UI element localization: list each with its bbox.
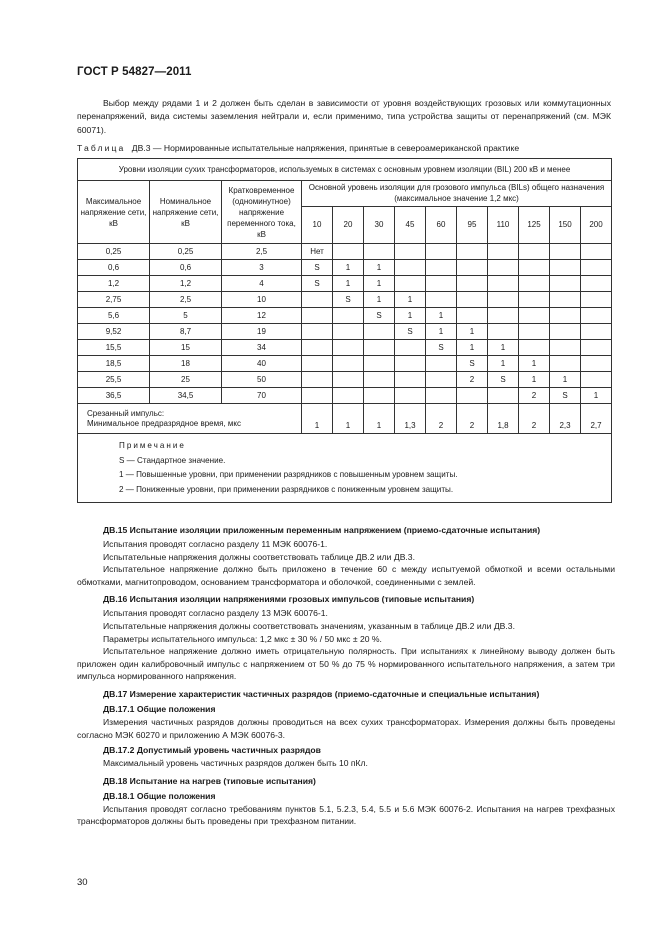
- bil-level-header: 110: [488, 206, 519, 243]
- cell-bil-marker: 1: [395, 308, 426, 324]
- cell-bil-marker: [488, 324, 519, 340]
- cell-bil-marker: [364, 324, 395, 340]
- section-dv18-1-paragraph-1: Испытания проводят согласно требованиям пунктов 5.1, 5.2.3, 5.4, 5.5 и 5.6 МЭК 60076-2. Испытания на нагрев трехфазных трансформаторов должны быть проведены при трехфазном питании.: [77, 803, 615, 827]
- cell-bil-marker: [581, 340, 612, 356]
- bil-level-header: 125: [519, 206, 550, 243]
- table-row: [78, 292, 612, 308]
- cell-bil-marker: [457, 388, 488, 404]
- cell-bil-marker: [395, 276, 426, 292]
- cell-bil-marker: [302, 356, 333, 372]
- table-row-chopped-impulse: [78, 404, 612, 434]
- cell-bil-marker: [581, 292, 612, 308]
- cell-bil-marker: [457, 276, 488, 292]
- cell-nominal-voltage: 1,2: [150, 276, 222, 292]
- chopped-impulse-label-line-2: Минимальное предразрядное время, мкс: [87, 418, 241, 428]
- cell-bil-marker: 1: [581, 388, 612, 404]
- bil-level-header: 150: [550, 206, 581, 243]
- section-dv16-paragraph-3: Параметры испытательного импульса: 1,2 мкс ± 30 % / 50 мкс ± 20 %.: [103, 633, 382, 644]
- cell-max-voltage: 0,25: [78, 244, 150, 260]
- cell-bil-marker: [488, 244, 519, 260]
- cell-bil-marker: [457, 308, 488, 324]
- bil-level-header: 30: [364, 206, 395, 243]
- cell-max-voltage: 18,5: [78, 356, 150, 372]
- cell-max-voltage: 15,5: [78, 340, 150, 356]
- cell-short-ac-voltage: 34: [222, 340, 302, 356]
- note-item: 2 — Пониженные уровни, при применении разрядников с пониженным уровнем защиты.: [119, 484, 454, 494]
- chopped-impulse-value: 1,8: [488, 404, 519, 434]
- cell-bil-marker: [395, 372, 426, 388]
- cell-bil-marker: [488, 388, 519, 404]
- cell-bil-marker: [519, 244, 550, 260]
- cell-short-ac-voltage: 2,5: [222, 244, 302, 260]
- cell-max-voltage: 2,75: [78, 292, 150, 308]
- table-top-header: Уровни изоляции сухих трансформаторов, используемых в системах с основным уровнем изоляции (BIL) 200 кВ и менее: [78, 159, 612, 181]
- chopped-impulse-value: 2,7: [581, 404, 612, 434]
- cell-bil-marker: [333, 372, 364, 388]
- cell-bil-marker: [581, 356, 612, 372]
- col-header-nominal-voltage: Номинальное напряжение сети, кВ: [150, 181, 222, 244]
- cell-nominal-voltage: 15: [150, 340, 222, 356]
- cell-bil-marker: 2: [457, 372, 488, 388]
- cell-bil-marker: [302, 372, 333, 388]
- note-item: 1 — Повышенные уровни, при применении разрядников с повышенным уровнем защиты.: [119, 470, 458, 479]
- bil-level-header: 45: [395, 206, 426, 243]
- cell-bil-marker: [550, 292, 581, 308]
- table-notes: [78, 434, 612, 503]
- cell-bil-marker: [426, 260, 457, 276]
- cell-max-voltage: 0,6: [78, 260, 150, 276]
- cell-bil-marker: [581, 244, 612, 260]
- section-dv15-title: ДВ.15 Испытание изоляции приложенным переменным напряжением (приемо-сдаточные испытания): [103, 525, 541, 535]
- cell-bil-marker: [395, 244, 426, 260]
- table-row: [78, 324, 612, 340]
- cell-bil-marker: S: [457, 356, 488, 372]
- section-dv16-paragraph-4: Испытательное напряжение должно иметь отрицательную полярность. При испытаниях к линейному выводу должен быть приложен один калибровочный импульс с напряжением от 50 % до 75 % нормированного испытательного напряжения, а затем три импульса нормированного напряжения.: [77, 646, 615, 682]
- cell-max-voltage: 9,52: [78, 324, 150, 340]
- cell-bil-marker: 1: [426, 308, 457, 324]
- cell-max-voltage: 36,5: [78, 388, 150, 404]
- section-dv16-paragraph-2: Испытательные напряжения должны соответствовать значениям, указанным в таблице ДВ.2 или ДВ.3.: [103, 620, 515, 631]
- cell-bil-marker: [519, 260, 550, 276]
- cell-bil-marker: [302, 292, 333, 308]
- bil-level-header: 20: [333, 206, 364, 243]
- cell-max-voltage: 25,5: [78, 372, 150, 388]
- page-number: 30: [77, 877, 88, 888]
- cell-bil-marker: 1: [364, 292, 395, 308]
- table-row: [78, 356, 612, 372]
- table-caption-text: ДВ.3 — Нормированные испытательные напряжения, принятые в североамериканской практике: [131, 143, 520, 153]
- cell-bil-marker: [426, 276, 457, 292]
- cell-bil-marker: S: [550, 388, 581, 404]
- cell-bil-marker: [550, 340, 581, 356]
- cell-bil-marker: [395, 356, 426, 372]
- cell-bil-marker: [364, 356, 395, 372]
- cell-bil-marker: [364, 244, 395, 260]
- cell-bil-marker: [457, 292, 488, 308]
- section-dv15-paragraph-1: Испытания проводят согласно разделу 11 МЭК 60076-1.: [103, 539, 328, 549]
- chopped-impulse-value: 1,3: [395, 404, 426, 434]
- cell-bil-marker: [457, 244, 488, 260]
- table-row: [78, 308, 612, 324]
- table-caption-label: Таблица: [77, 143, 126, 153]
- cell-bil-marker: S: [395, 324, 426, 340]
- cell-bil-marker: 1: [426, 324, 457, 340]
- intro-paragraph: [77, 97, 611, 137]
- cell-bil-marker: [581, 324, 612, 340]
- cell-bil-marker: 1: [550, 372, 581, 388]
- cell-bil-marker: [302, 308, 333, 324]
- section-dv15-paragraph-2: Испытательные напряжения должны соответствовать таблице ДВ.2 или ДВ.3.: [103, 551, 415, 562]
- cell-bil-marker: [550, 244, 581, 260]
- section-dv17-1-title: ДВ.17.1 Общие положения: [103, 703, 216, 714]
- cell-bil-marker: 1: [333, 260, 364, 276]
- chopped-impulse-value: 1: [364, 404, 395, 434]
- bil-level-header: 10: [302, 206, 333, 243]
- cell-short-ac-voltage: 3: [222, 260, 302, 276]
- cell-bil-marker: [426, 372, 457, 388]
- note-item: S — Стандартное значение.: [119, 455, 226, 465]
- cell-bil-marker: 1: [519, 372, 550, 388]
- notes-title: Примечание: [119, 441, 186, 450]
- chopped-impulse-value: 2,3: [550, 404, 581, 434]
- cell-bil-marker: [488, 260, 519, 276]
- bil-level-header: 60: [426, 206, 457, 243]
- section-dv16-paragraph-1: Испытания проводят согласно разделу 13 МЭК 60076-1.: [103, 608, 328, 619]
- cell-bil-marker: [333, 308, 364, 324]
- cell-bil-marker: 1: [457, 340, 488, 356]
- cell-bil-marker: 1: [488, 356, 519, 372]
- section-dv16-title: ДВ.16 Испытания изоляции напряжениями грозовых импульсов (типовые испытания): [103, 594, 475, 605]
- cell-bil-marker: S: [333, 292, 364, 308]
- chopped-impulse-label-line-1: Срезанный импульс:: [87, 408, 165, 418]
- cell-bil-marker: [426, 356, 457, 372]
- cell-bil-marker: S: [302, 260, 333, 276]
- cell-bil-marker: [426, 388, 457, 404]
- chopped-impulse-value: 2: [426, 404, 457, 434]
- table-row: [78, 260, 612, 276]
- table-header-row-categories: [78, 181, 612, 207]
- cell-bil-marker: [488, 308, 519, 324]
- chopped-impulse-value: 1: [302, 404, 333, 434]
- cell-bil-marker: [519, 308, 550, 324]
- table-row: [78, 276, 612, 292]
- cell-bil-marker: 1: [519, 356, 550, 372]
- cell-bil-marker: [333, 324, 364, 340]
- cell-bil-marker: [581, 372, 612, 388]
- table-row-notes: [78, 434, 612, 503]
- section-dv17-1-paragraph-1: Измерения частичных разрядов должны проводиться на всех сухих трансформаторах. Измерения должны быть проведены согласно МЭК 60270 и приложению А МЭК 60076-3.: [77, 716, 615, 740]
- cell-nominal-voltage: 0,6: [150, 260, 222, 276]
- cell-bil-marker: [302, 324, 333, 340]
- cell-bil-marker: [364, 340, 395, 356]
- cell-bil-marker: [426, 292, 457, 308]
- chopped-impulse-value: 2: [457, 404, 488, 434]
- table-row: [78, 244, 612, 260]
- cell-bil-marker: [519, 340, 550, 356]
- cell-bil-marker: [581, 308, 612, 324]
- cell-short-ac-voltage: 40: [222, 356, 302, 372]
- cell-bil-marker: [488, 292, 519, 308]
- cell-nominal-voltage: 0,25: [150, 244, 222, 260]
- cell-bil-marker: S: [302, 276, 333, 292]
- cell-nominal-voltage: 18: [150, 356, 222, 372]
- table-row: [78, 340, 612, 356]
- section-dv18-title: ДВ.18 Испытание на нагрев (типовые испытания): [103, 775, 316, 786]
- section-dv17-2-title: ДВ.17.2 Допустимый уровень частичных разрядов: [103, 745, 321, 756]
- cell-bil-marker: [488, 276, 519, 292]
- table-header-row-top: [78, 159, 612, 181]
- document-header: ГОСТ Р 54827—2011: [77, 66, 192, 78]
- cell-short-ac-voltage: 10: [222, 292, 302, 308]
- col-header-short-ac-voltage: Кратковременное (одноминутное) напряжение переменного тока, кВ: [222, 181, 302, 244]
- cell-bil-marker: [519, 292, 550, 308]
- cell-bil-marker: [457, 260, 488, 276]
- cell-nominal-voltage: 8,7: [150, 324, 222, 340]
- cell-bil-marker: [581, 276, 612, 292]
- cell-bil-marker: S: [426, 340, 457, 356]
- cell-short-ac-voltage: 12: [222, 308, 302, 324]
- section-dv17-2-paragraph-1: Максимальный уровень частичных разрядов должен быть 10 пКл.: [103, 758, 368, 769]
- cell-bil-marker: 1: [364, 276, 395, 292]
- cell-bil-marker: 1: [395, 292, 426, 308]
- cell-short-ac-voltage: 4: [222, 276, 302, 292]
- cell-nominal-voltage: 2,5: [150, 292, 222, 308]
- cell-bil-marker: 1: [364, 260, 395, 276]
- chopped-impulse-value: 1: [333, 404, 364, 434]
- cell-bil-marker: [364, 372, 395, 388]
- cell-bil-marker: 1: [457, 324, 488, 340]
- cell-bil-marker: [333, 388, 364, 404]
- chopped-impulse-value: 2: [519, 404, 550, 434]
- section-dv15-paragraph-3: Испытательное напряжение должно быть приложено в течение 60 с между испытуемой обмоткой и всеми остальными обмотками, магнитопроводом, основанием трансформатора и оболочкой, соединенными с землей.: [77, 564, 615, 587]
- col-header-bil: Основной уровень изоляции для грозового импульса (BILs) общего назначения (максимальное значение 1,2 мкс): [302, 181, 612, 207]
- cell-nominal-voltage: 25: [150, 372, 222, 388]
- chopped-impulse-label: [78, 404, 302, 434]
- cell-max-voltage: 5,6: [78, 308, 150, 324]
- cell-bil-marker: [333, 340, 364, 356]
- cell-bil-marker: [333, 244, 364, 260]
- bil-level-header: 95: [457, 206, 488, 243]
- section-dv18-1-title: ДВ.18.1 Общие положения: [103, 790, 216, 801]
- table-row: [78, 388, 612, 404]
- cell-bil-marker: [550, 260, 581, 276]
- cell-bil-marker: 1: [333, 276, 364, 292]
- cell-bil-marker: [550, 308, 581, 324]
- cell-bil-marker: S: [488, 372, 519, 388]
- cell-max-voltage: 1,2: [78, 276, 150, 292]
- cell-bil-marker: [333, 356, 364, 372]
- cell-bil-marker: [364, 388, 395, 404]
- cell-bil-marker: 2: [519, 388, 550, 404]
- table-row: [78, 372, 612, 388]
- cell-bil-marker: [395, 388, 426, 404]
- cell-bil-marker: [302, 388, 333, 404]
- cell-bil-marker: 1: [488, 340, 519, 356]
- col-header-max-voltage: Максимальное напряжение сети, кВ: [78, 181, 150, 244]
- cell-bil-marker: S: [364, 308, 395, 324]
- cell-bil-marker: [550, 276, 581, 292]
- cell-bil-marker: [395, 340, 426, 356]
- cell-nominal-voltage: 5: [150, 308, 222, 324]
- cell-bil-marker: [519, 324, 550, 340]
- section-dv17-title: ДВ.17 Измерение характеристик частичных разрядов (приемо-сдаточные и специальные испытания): [103, 688, 540, 699]
- cell-bil-marker: [426, 244, 457, 260]
- cell-bil-marker: [395, 260, 426, 276]
- cell-bil-marker: [519, 276, 550, 292]
- cell-bil-marker: [302, 340, 333, 356]
- bil-level-header: 200: [581, 206, 612, 243]
- cell-bil-marker: [581, 260, 612, 276]
- intro-text: Выбор между рядами 1 и 2 должен быть сделан в зависимости от уровня воздействующих грозовых или коммутационных перенапряжений, вида системы заземления нейтрали и, если применимо, типа устройства защиты от перенапряжений (см. МЭК 60071).: [77, 98, 611, 135]
- body-sections: [77, 519, 615, 828]
- cell-short-ac-voltage: 50: [222, 372, 302, 388]
- test-voltage-table: [77, 158, 612, 503]
- cell-bil-marker: [550, 356, 581, 372]
- cell-short-ac-voltage: 70: [222, 388, 302, 404]
- cell-bil-marker: [550, 324, 581, 340]
- cell-bil-marker: Нет: [302, 244, 333, 260]
- cell-short-ac-voltage: 19: [222, 324, 302, 340]
- cell-nominal-voltage: 34,5: [150, 388, 222, 404]
- table-caption: [77, 143, 617, 153]
